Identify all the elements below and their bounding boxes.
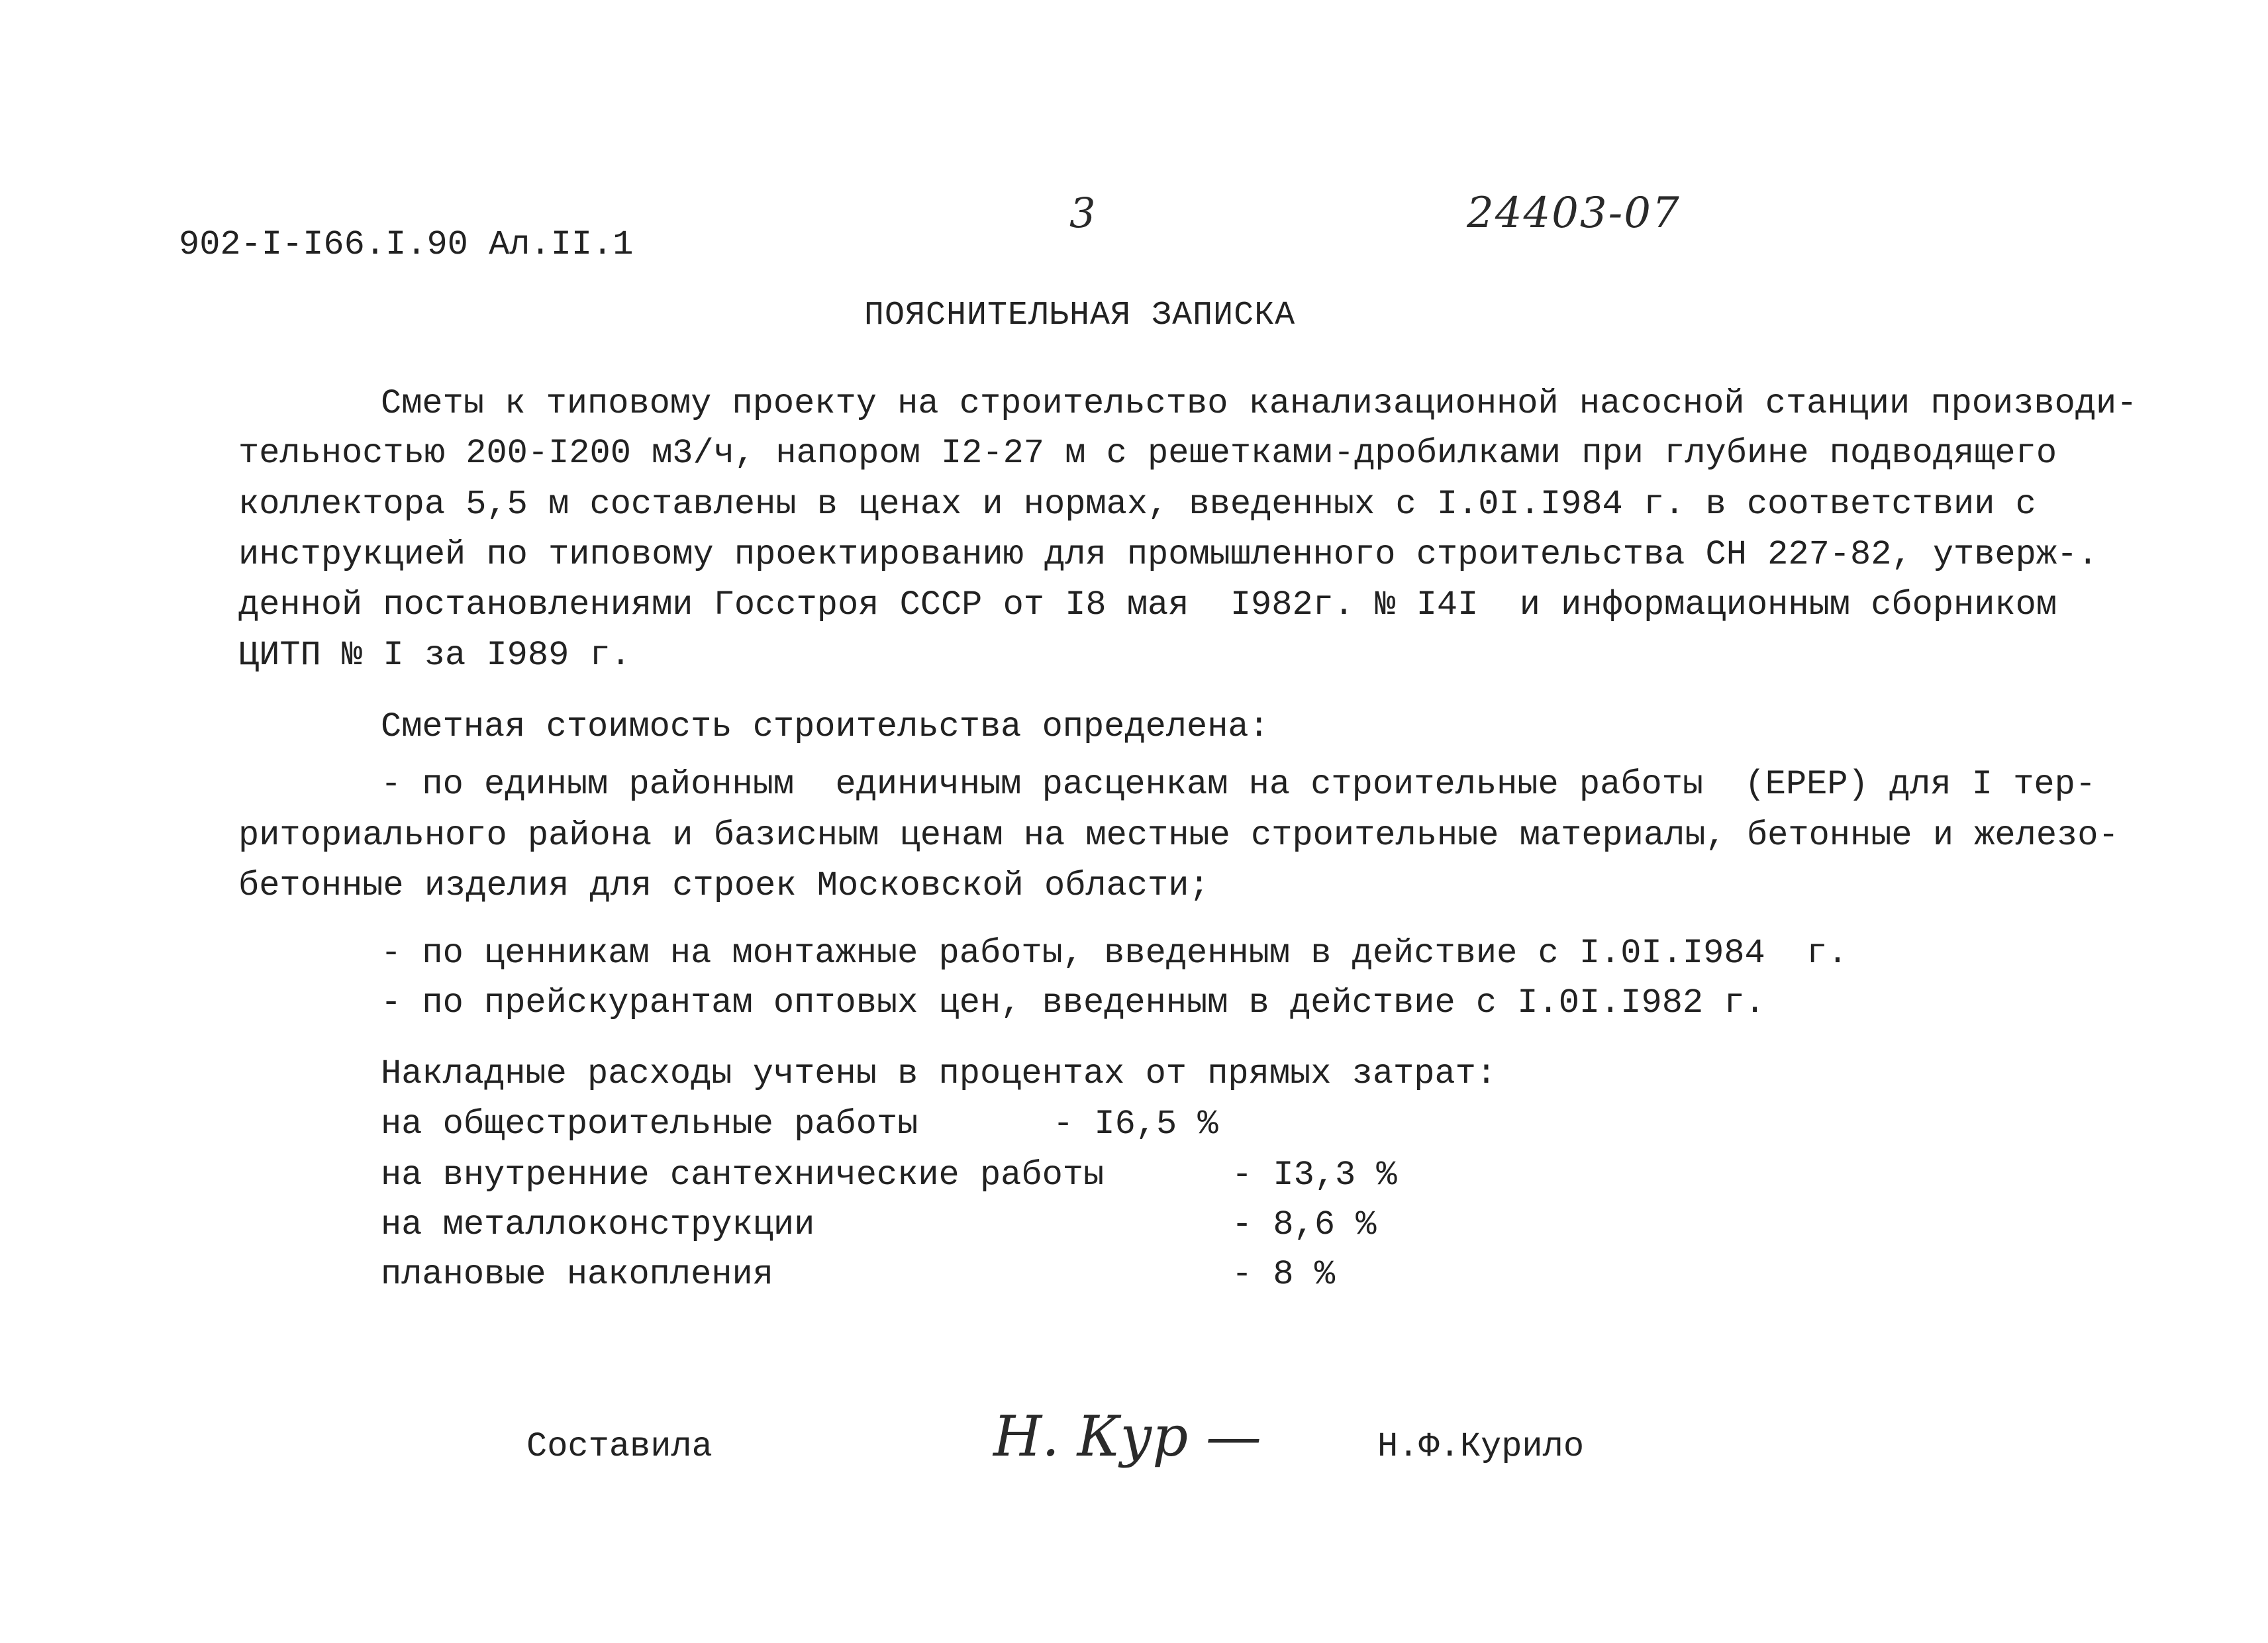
overhead-row-label: на металлоконструкции bbox=[381, 1205, 815, 1244]
overhead-heading: Накладные расходы учтены в процентах от прямых затрат: bbox=[381, 1054, 1497, 1093]
page-number: 3 bbox=[1069, 189, 1096, 237]
cost-item-line: - по единым районным единичным расценкам на строительные работы (ЕРЕР) для I тер- bbox=[381, 765, 2096, 804]
document-title: ПОЯСНИТЕЛЬНАЯ ЗАПИСКА bbox=[864, 297, 1296, 334]
overhead-row-value: - I6,5 % bbox=[1053, 1105, 1218, 1144]
signed-by-label: Составила bbox=[526, 1427, 713, 1466]
cost-item-line: риториального района и базисным ценам на местные строительные материалы, бетонные и железо- bbox=[238, 816, 2119, 855]
archive-number: 24403-07 bbox=[1467, 189, 1681, 238]
cost-item-line: бетонные изделия для строек Московской области; bbox=[238, 866, 1210, 905]
overhead-row-value: - I3,3 % bbox=[1232, 1156, 1397, 1195]
cost-heading: Сметная стоимость строительства определена: bbox=[381, 707, 1269, 746]
cost-item-3: - по прейскурантам оптовых цен, введенным в действие с I.0I.I982 г. bbox=[381, 983, 1765, 1022]
overhead-row-value: - 8 % bbox=[1232, 1255, 1336, 1294]
intro-line: инструкцией по типовому проектированию для промышленного строительства СН 227-82, утверж-. bbox=[238, 535, 2098, 574]
document-code: 902-I-I66.I.90 Ал.II.1 bbox=[179, 225, 634, 264]
intro-line: Сметы к типовому проекту на строительство канализационной насосной станции производи- bbox=[381, 384, 2138, 423]
overhead-row-label: плановые накопления bbox=[381, 1255, 773, 1294]
overhead-row-value: - 8,6 % bbox=[1232, 1205, 1377, 1244]
signer-name: Н.Ф.Курило bbox=[1377, 1427, 1585, 1466]
handwritten-signature: Н. Кур — bbox=[993, 1404, 1261, 1469]
cost-item-2: - по ценникам на монтажные работы, введенным в действие с I.0I.I984 г. bbox=[381, 934, 1848, 973]
overhead-row-label: на общестроительные работы bbox=[381, 1105, 918, 1144]
overhead-row-label: на внутренние сантехнические работы bbox=[381, 1156, 1105, 1195]
intro-line: тельностью 200-I200 м3/ч, напором I2-27 м с решетками-дробилками при глубине подводящего bbox=[238, 434, 2057, 473]
intro-line: коллектора 5,5 м составлены в ценах и нормах, введенных с I.0I.I984 г. в соответствии с bbox=[238, 485, 2036, 524]
intro-line: денной постановлениями Госстроя СССР от I8 мая I982г. № I4I и информационным сборником bbox=[238, 585, 2057, 624]
intro-line: ЦИТП № I за I989 г. bbox=[238, 636, 631, 675]
